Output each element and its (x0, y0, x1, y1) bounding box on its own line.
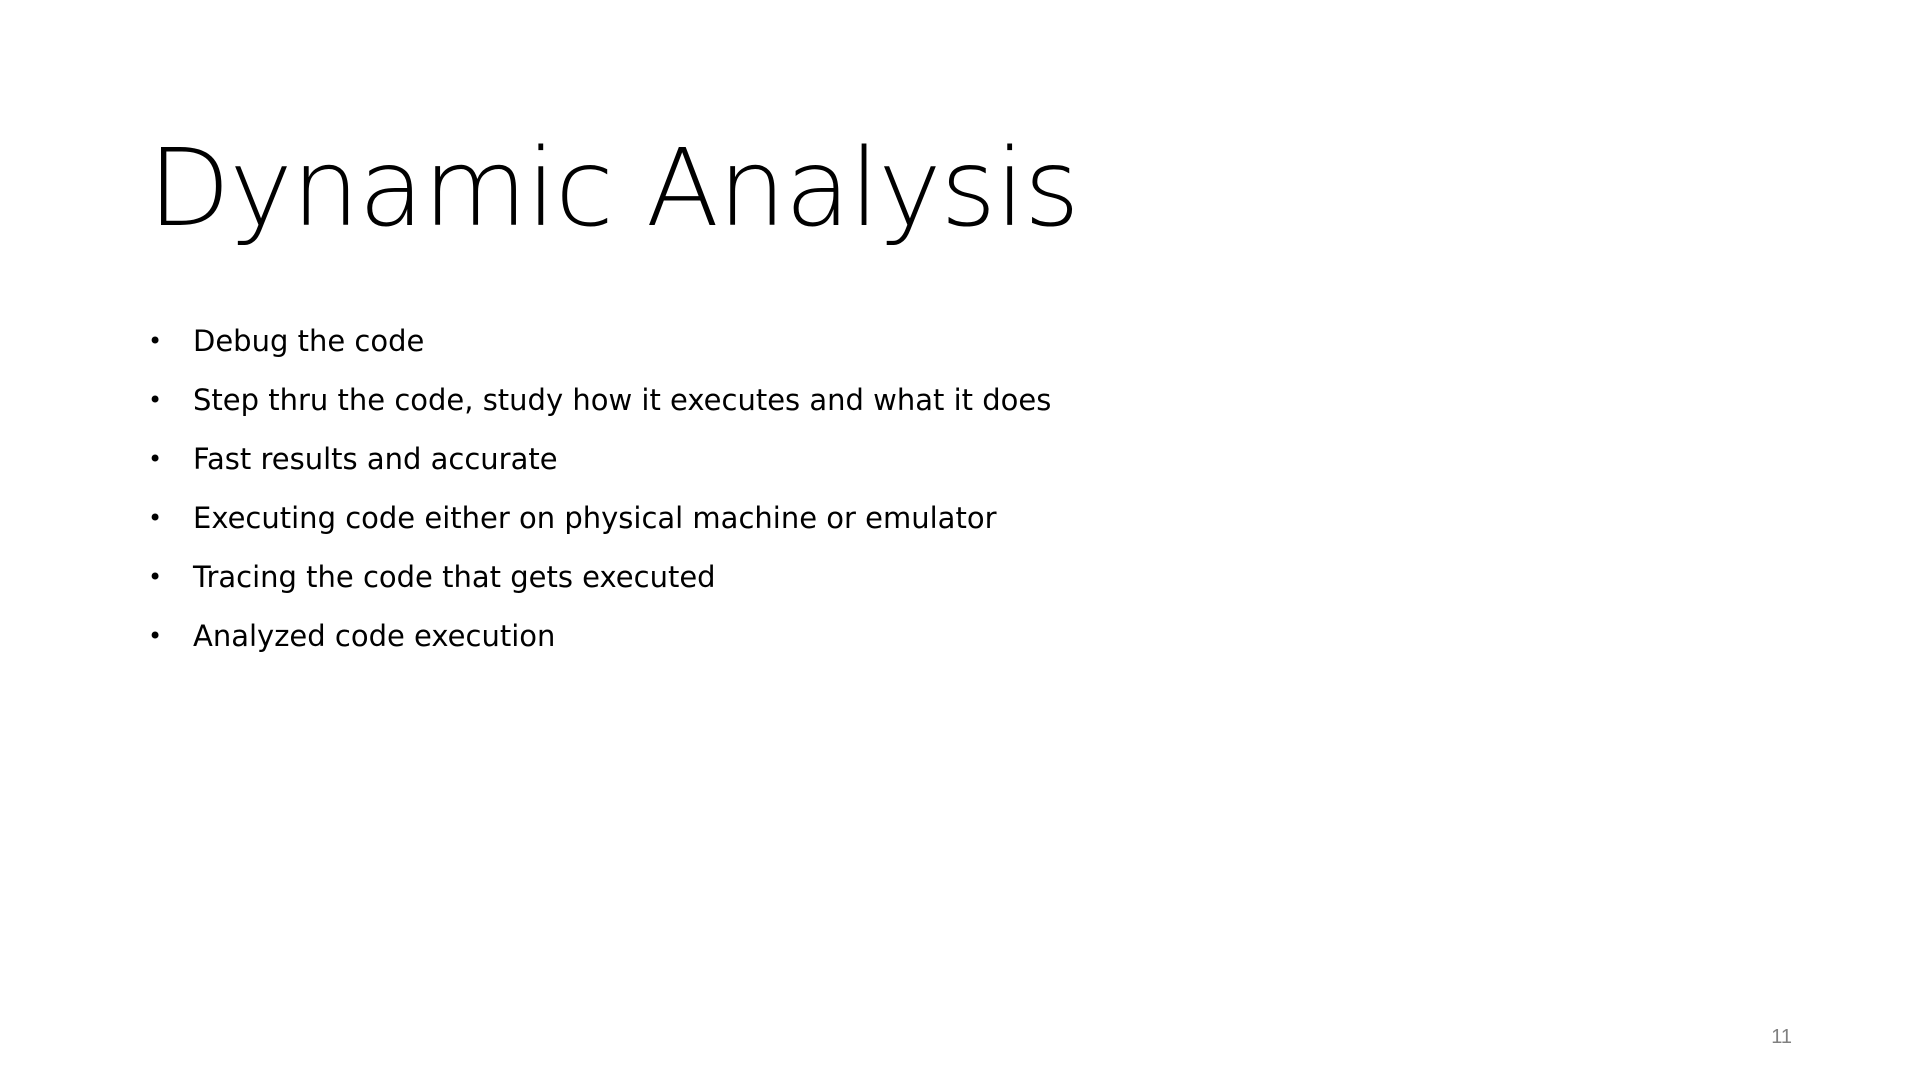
bullet-dot-icon: • (148, 386, 163, 414)
bullet-dot-icon: • (148, 622, 163, 650)
slide-title: Dynamic Analysis (148, 127, 1079, 251)
bullet-dot-icon: • (148, 327, 163, 355)
bullet-text: Analyzed code execution (193, 619, 556, 653)
bullet-text: Executing code either on physical machine or emulator (193, 501, 997, 535)
bullet-text: Tracing the code that gets executed (193, 560, 716, 594)
bullet-dot-icon: • (148, 445, 163, 473)
bullet-dot-icon: • (148, 563, 163, 591)
bullet-dot-icon: • (148, 504, 163, 532)
bullet-text: Step thru the code, study how it executes and what it does (193, 383, 1052, 417)
page-number: 11 (1771, 1026, 1792, 1048)
bullet-text: Fast results and accurate (193, 442, 558, 476)
bullet-text: Debug the code (193, 324, 425, 358)
